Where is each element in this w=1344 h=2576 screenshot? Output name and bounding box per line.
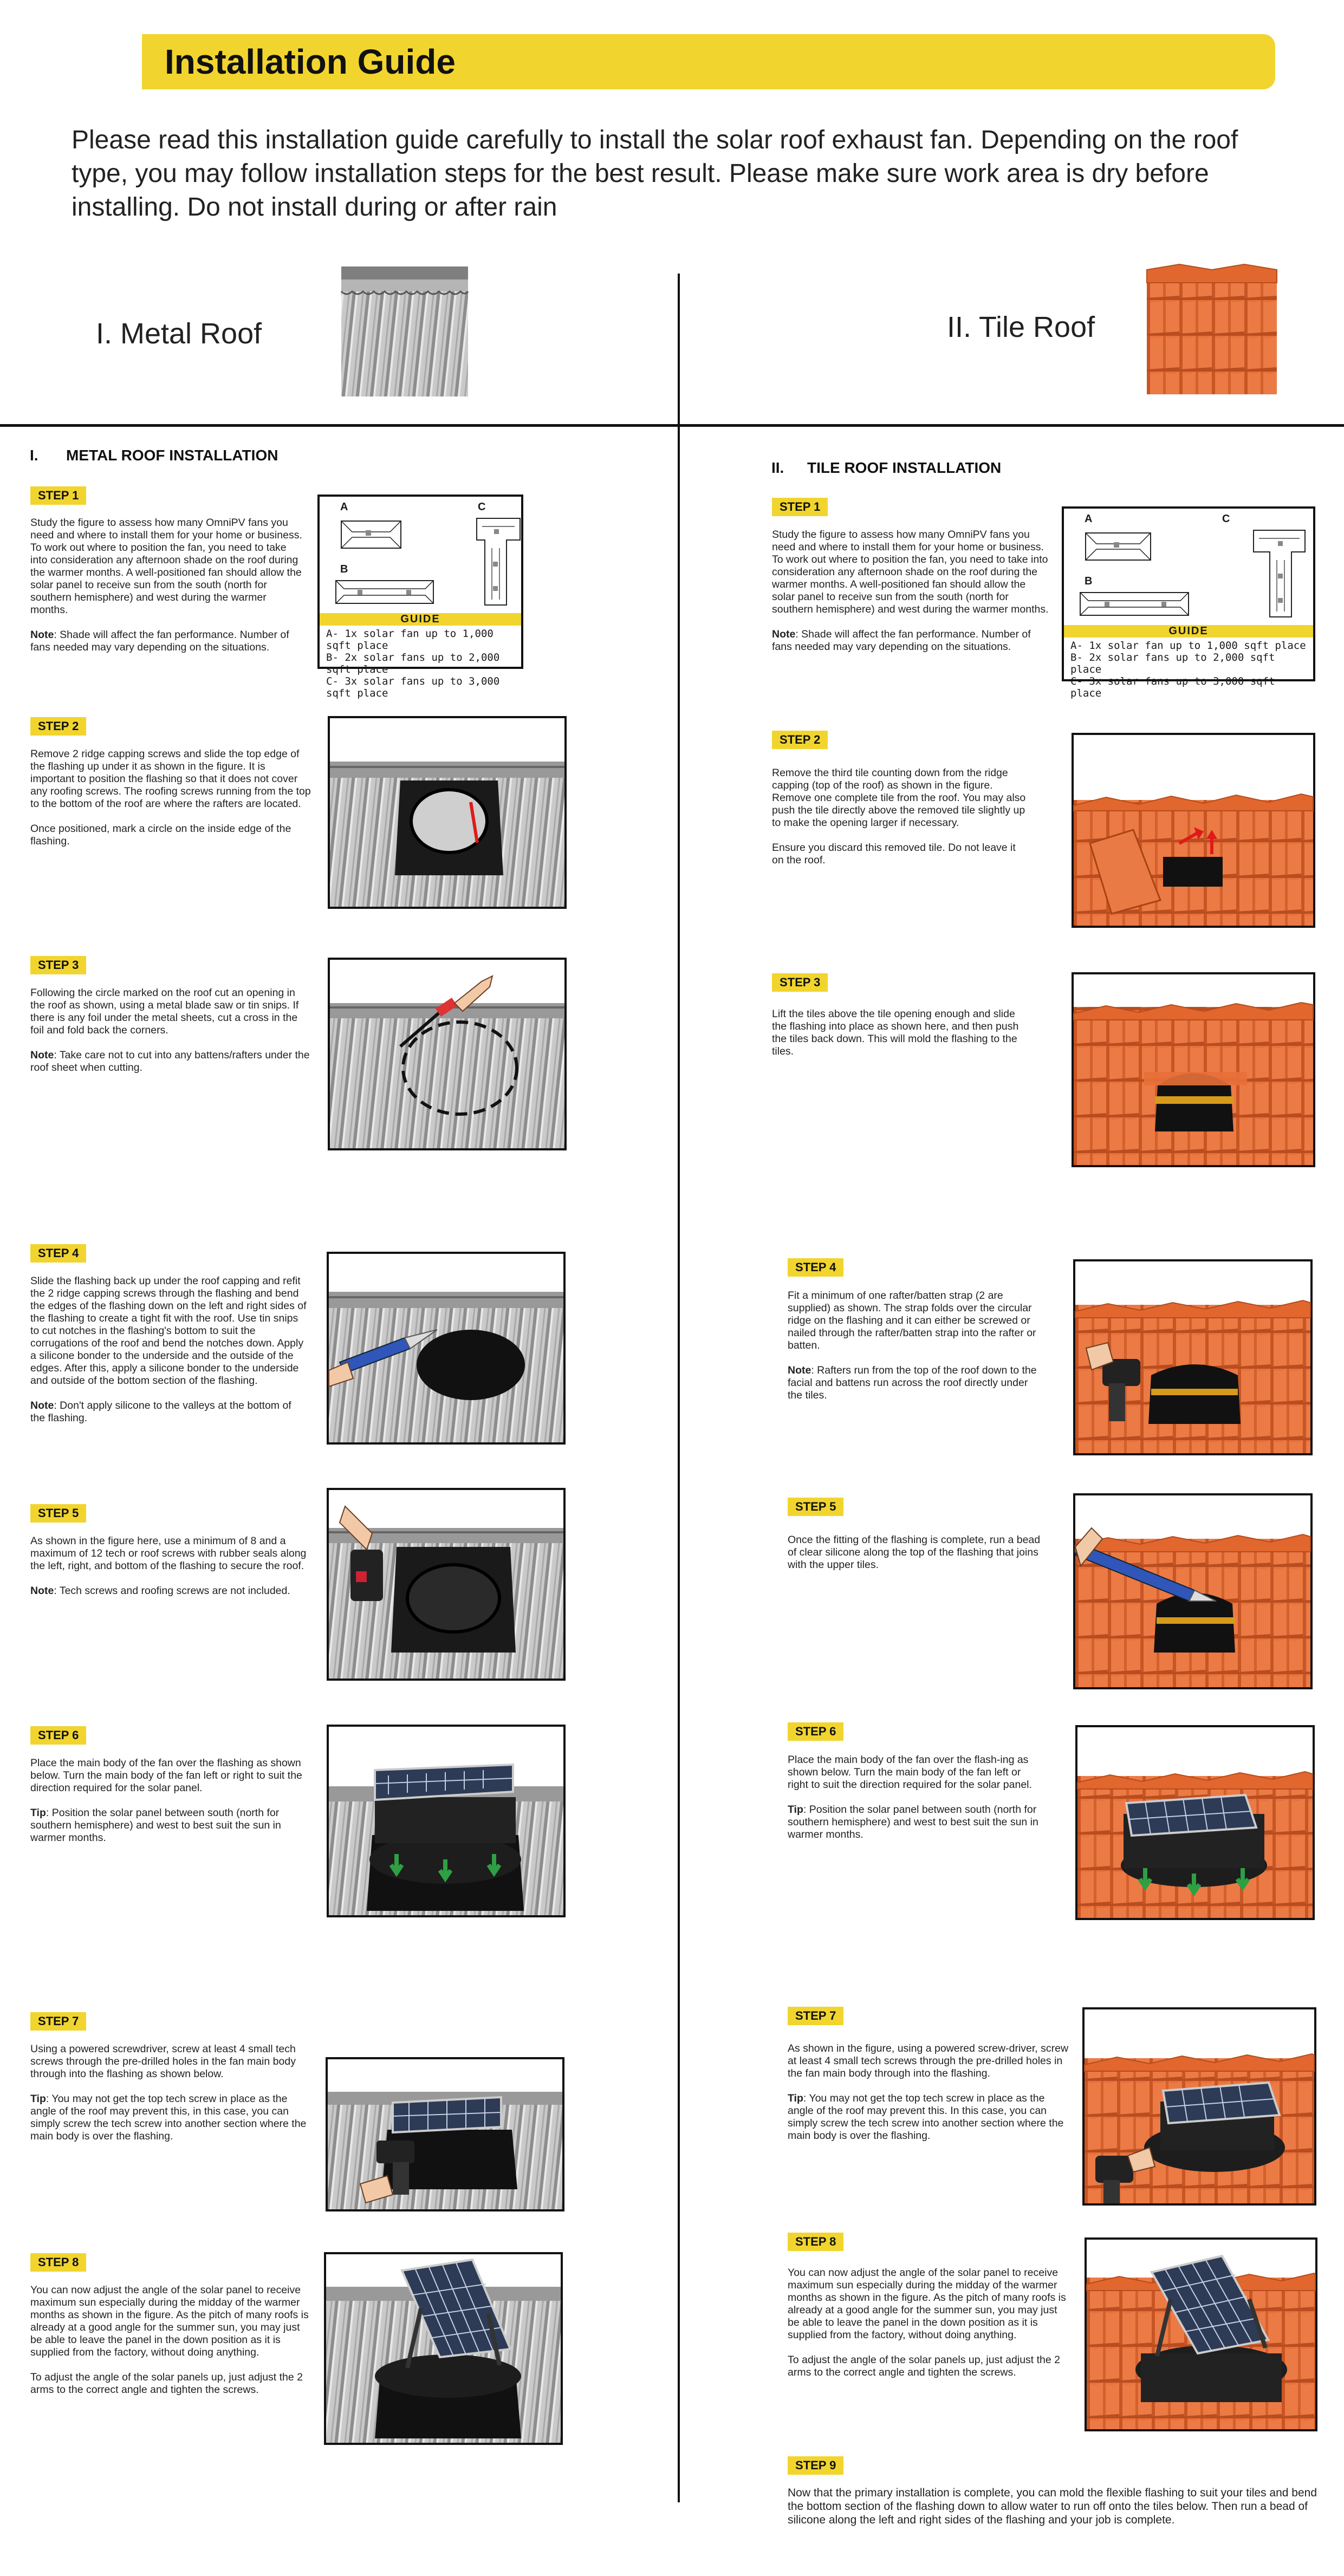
metal-step-3-text (30, 987, 312, 1087)
guide-item-b: B- 2x solar fans up to 2,000 sqft place (326, 652, 500, 675)
tile-step-6-body: Place the main body of the fan over the flash-ing as shown below. Turn the main body of the fan left or right to suit the direction required for the solar panel. (788, 1754, 1032, 1791)
metal-step-4-body: Slide the flashing back up under the roof capping and refit the 2 ridge capping screws through the flashing and bend the edges of the flashing down on the left and right sides of the flashing to create a tight fit with the roof. Use tin snips to cut notches in the flashing's bottom to suit the corrugations of the roof and bend the notches down. Apply a silicone bonder to the underside and the outside of the edges. After this, apply a silicone bonder to the underside and outside of the bottom section of the flashing. (30, 1275, 307, 1387)
metal-step-1-note: : Shade will affect the fan performance. Number of fans needed may vary depending on the situations. (30, 629, 289, 653)
guide-label: GUIDE (320, 613, 521, 626)
metal-step-6-note: : Position the solar panel between south (north for southern hemisphere) and west to best suit the sun in warmer months. (30, 1807, 281, 1844)
metal-step-5-figure (327, 1488, 566, 1681)
intro-text: Please read this installation guide carefully to install the solar roof exhaust fan. Depending on the roof type, you may follow installation steps for the best result. Please make sure work area is dry before installing. Do not install during or after rain (72, 126, 1238, 222)
metal-step-8-label: STEP 8 (30, 2253, 86, 2272)
title-banner (142, 34, 1275, 89)
tile-step-8-body: You can now adjust the angle of the solar panel to receive maximum sun especially during the midday of the warmer months as shown in the figure. As the pitch of many roofs is already at a good angle for the summer sun, you may just be able to leave the panel in the down position as it is supplied from the factory, without doing anything. (788, 2267, 1066, 2341)
metal-step-6-figure (327, 1725, 566, 1917)
metal-step-4-label: STEP 4 (30, 1244, 86, 1263)
tile-step-3-body: Lift the tiles above the tile opening enough and slide the flashing into place as shown here, and then push the tiles back down. This will mold the flashing to the tiles. (772, 1008, 1019, 1057)
tile-guide-letter-b: B (1085, 575, 1093, 587)
tile-step-9-body: Now that the primary installation is complete, you can mold the flexible flashing to suit your tiles and bend the bottom section of the flashing down to allow water to run off onto the tiles below. Then run a bead of silicone along the left and right sides of the flashing and your job is complete. (788, 2487, 1317, 2526)
tile-step-9-label: STEP 9 (788, 2456, 843, 2475)
guide-letter-c: C (478, 501, 486, 513)
metal-step-1-body: Study the figure to assess how many OmniPV fans you need and where to install them for your home or business. To work out where to position the fan, you need to take into consideration any afternoon shade on the roof during the warmer months. A well-positioned fan should allow the solar panel to receive sun from the south (north for southern hemisphere) and west during the warmer months. (30, 517, 302, 616)
tile-step-3-figure (1072, 972, 1315, 1167)
tile-step-6-note-key: Tip (788, 1804, 803, 1816)
tile-guide-diagram (1064, 509, 1313, 622)
metal-step-8-body-2: To adjust the angle of the solar panels up, just adjust the 2 arms to the correct angle and tighten the screws. (30, 2371, 303, 2396)
metal-step-8-body: You can now adjust the angle of the solar panel to receive maximum sun especially during the midday of the warmer months as shown in the figure. As the pitch of many roofs is already at a good angle for the summer sun, you may just be able to leave the panel in the down position as it is supplied from the factory, without doing anything. (30, 2284, 309, 2358)
tile-step-5-body: Once the fitting of the flashing is complete, run a bead of clear silicone along the top of the flashing that joins with the upper tiles. (788, 1534, 1041, 1571)
tile-step-7-label: STEP 7 (788, 2007, 843, 2025)
tile-step-1-body: Study the figure to assess how many OmniPV fans you need and where to install them for your home or business. To work out where to position the fan, you need to take into consideration any afternoon shade on the roof during the warmer months. A well-positioned fan should allow the solar panel to receive sun from the south (north for southern hemisphere) and west during the warmer months. (772, 529, 1049, 615)
tile-step-6-label: STEP 6 (788, 1722, 843, 1741)
metal-step-6-note-key: Tip (30, 1807, 46, 1819)
guide-item-c: C- 3x solar fans up to 3,000 sqft place (326, 675, 500, 699)
tile-section-number: II. (771, 459, 784, 476)
tile-step-7-note-key: Tip (788, 2092, 803, 2104)
page-title: Installation Guide (165, 42, 456, 81)
metal-step-5-note-key: Note (30, 1585, 54, 1597)
tile-step-5-text (788, 1534, 1042, 1584)
tile-guide-item-c: C- 3x solar fans up to 3,000 sqft place (1070, 675, 1275, 699)
guide-item-a: A- 1x solar fan up to 1,000 sqft place (326, 628, 494, 652)
tile-step-6-figure (1075, 1725, 1315, 1920)
tile-step-1-text (772, 529, 1049, 666)
tile-step-4-note: : Rafters run from the top of the roof down to the facial and battens run across the roof directly under the tiles. (788, 1364, 1037, 1401)
metal-step-2-label: STEP 2 (30, 717, 86, 736)
tile-step-4-body: Fit a minimum of one rafter/batten strap (2 are supplied) as shown. The strap folds over the circular ridge on the flashing and it can either be screwed or nailed through the rafter/batten strap into the rafter or batten. (788, 1290, 1036, 1351)
metal-step-7-figure (326, 2057, 564, 2211)
metal-step-5-note: : Tech screws and roofing screws are not included. (54, 1585, 290, 1597)
tile-step-8-body-2: To adjust the angle of the solar panels up, just adjust the 2 arms to the correct angle and tighten the screws. (788, 2354, 1061, 2378)
metal-step-1-label: STEP 1 (30, 486, 86, 505)
metal-step-6-label: STEP 6 (30, 1726, 86, 1745)
metal-step-5-label: STEP 5 (30, 1504, 86, 1523)
metal-section-number: I. (30, 447, 38, 464)
tile-step-8-figure (1085, 2237, 1317, 2431)
tile-step-4-note-key: Note (788, 1364, 811, 1376)
metal-step-3-body: Following the circle marked on the roof cut an opening in the roof as shown, using a metal blade saw or tin snips. If there is any foil under the metal sheets, cut a cross in the foil and fold back the corners. (30, 987, 299, 1036)
metal-step-7-body: Using a powered screwdriver, screw at least 4 small tech screws through the pre-drilled holes in the fan main body through into the flashing as shown below. (30, 2043, 296, 2080)
tile-step-1-note: : Shade will affect the fan performance. Number of fans needed may vary depending on the situations. (772, 628, 1031, 653)
tile-guide-letter-a: A (1085, 513, 1093, 525)
metal-step-6-body: Place the main body of the fan over the flashing as shown below. Turn the main body of the fan left or right to suit the direction required for the solar panel. (30, 1757, 302, 1794)
tile-section-title: TILE ROOF INSTALLATION (807, 459, 1002, 476)
metal-step-8-text (30, 2284, 312, 2409)
tile-step-6-text (788, 1754, 1042, 1853)
metal-step-4-note: : Don't apply silicone to the valleys at the bottom of the flashing. (30, 1400, 291, 1424)
metal-step-7-note: : You may not get the top tech screw in place as the angle of the roof may prevent this, in this case, you can simply screw the tech screw into another section where the main body is over the flashing. (30, 2093, 307, 2142)
tile-guide-item-b: B- 2x solar fans up to 2,000 sqft place (1070, 652, 1275, 675)
metal-step-7-note-key: Tip (30, 2093, 46, 2105)
tile-step-8-label: STEP 8 (788, 2233, 843, 2251)
metal-roof-heading: I. Metal Roof (96, 317, 262, 350)
tile-step-7-figure (1082, 2007, 1316, 2206)
tile-step-9-text (788, 2486, 1324, 2539)
tile-guide-item-a: A- 1x solar fan up to 1,000 sqft place (1070, 640, 1306, 652)
guide-letter-b: B (340, 563, 348, 575)
tile-step-3-label: STEP 3 (772, 973, 828, 992)
tile-step-2-figure (1072, 733, 1315, 928)
metal-step-8-figure (324, 2252, 563, 2445)
tile-guide-list (1064, 638, 1313, 701)
column-divider (678, 274, 680, 2502)
metal-step-7-label: STEP 7 (30, 2012, 86, 2031)
tile-step-1-label: STEP 1 (772, 498, 828, 516)
tile-step-7-note: : You may not get the top tech screw in place as the angle of the roof may prevent this. In this case, you can simply screw the tech screw into another section where the main body is over the flashing. (788, 2092, 1064, 2142)
tile-step-4-label: STEP 4 (788, 1258, 843, 1277)
metal-step-7-text (30, 2043, 312, 2155)
guide-list (320, 626, 521, 701)
tile-step-2-label: STEP 2 (772, 731, 828, 749)
tile-guide-figure (1062, 506, 1315, 699)
metal-step-5-body: As shown in the figure here, use a minimum of 8 and a maximum of 12 tech or roof screws with rubber seals along the left, right, and bottom of the flashing to secure the roof. (30, 1535, 307, 1572)
tile-guide-letter-c: C (1222, 513, 1230, 525)
metal-step-3-label: STEP 3 (30, 956, 86, 974)
tile-step-7-text (788, 2042, 1069, 2155)
tile-roof-heading: II. Tile Roof (947, 311, 1095, 343)
guide-letter-a: A (340, 501, 348, 513)
tile-step-7-body: As shown in the figure, using a powered screw-driver, screw at least 4 small tech screws through the pre-drilled holes in the fan main body through into the flashing. (788, 2042, 1069, 2079)
metal-step-2-figure (328, 716, 567, 909)
tile-roof-illustration (1147, 264, 1277, 394)
metal-step-6-text (30, 1757, 312, 1857)
metal-step-2-body-2: Once positioned, mark a circle on the inside edge of the flashing. (30, 823, 291, 847)
metal-guide-figure (317, 495, 523, 699)
tile-step-2-body-2: Ensure you discard this removed tile. Do not leave it on the roof. (772, 842, 1016, 866)
metal-roof-illustration (341, 266, 468, 396)
tile-step-6-note: : Position the solar panel between south (north for southern hemisphere) and west to best suit the sun in warmer months. (788, 1804, 1038, 1840)
metal-step-4-text (30, 1275, 309, 1437)
tile-step-1-note-key: Note (772, 628, 796, 640)
tile-step-5-figure (1073, 1493, 1313, 1689)
metal-step-3-note-key: Note (30, 1049, 54, 1061)
metal-section-title: METAL ROOF INSTALLATION (66, 447, 278, 464)
tile-step-2-text (772, 767, 1027, 879)
tile-step-4-figure (1073, 1259, 1313, 1455)
metal-step-4-figure (327, 1252, 566, 1445)
metal-step-1-text (30, 517, 306, 666)
metal-step-1-note-key: Note (30, 629, 54, 641)
tile-step-3-text (772, 1008, 1032, 1070)
tile-step-5-label: STEP 5 (788, 1498, 843, 1516)
metal-step-3-note: : Take care not to cut into any battens/rafters under the roof sheet when cutting. (30, 1049, 310, 1074)
metal-step-2-text (30, 748, 312, 860)
metal-step-2-body: Remove 2 ridge capping screws and slide the top edge of the flashing up under it as shown in the figure. It is important to position the flashing so that it does not cover any roofing screws. The roofing screws running from the top to the bottom of the roof are where the rafters are located. (30, 748, 311, 810)
metal-step-4-note-key: Note (30, 1400, 54, 1411)
guide-diagram (320, 497, 521, 610)
section-divider (0, 424, 1344, 427)
metal-step-5-text (30, 1535, 312, 1610)
tile-guide-label: GUIDE (1064, 625, 1313, 638)
tile-step-2-body: Remove the third tile counting down from the ridge capping (top of the roof) as shown in the figure. Remove one complete tile from the roof. You may also push the tile directly above the removed tile slightly up to make the opening larger if necessary. (772, 767, 1026, 829)
tile-step-8-text (788, 2267, 1069, 2391)
tile-step-4-text (788, 1290, 1042, 1414)
metal-step-3-figure (328, 958, 567, 1150)
